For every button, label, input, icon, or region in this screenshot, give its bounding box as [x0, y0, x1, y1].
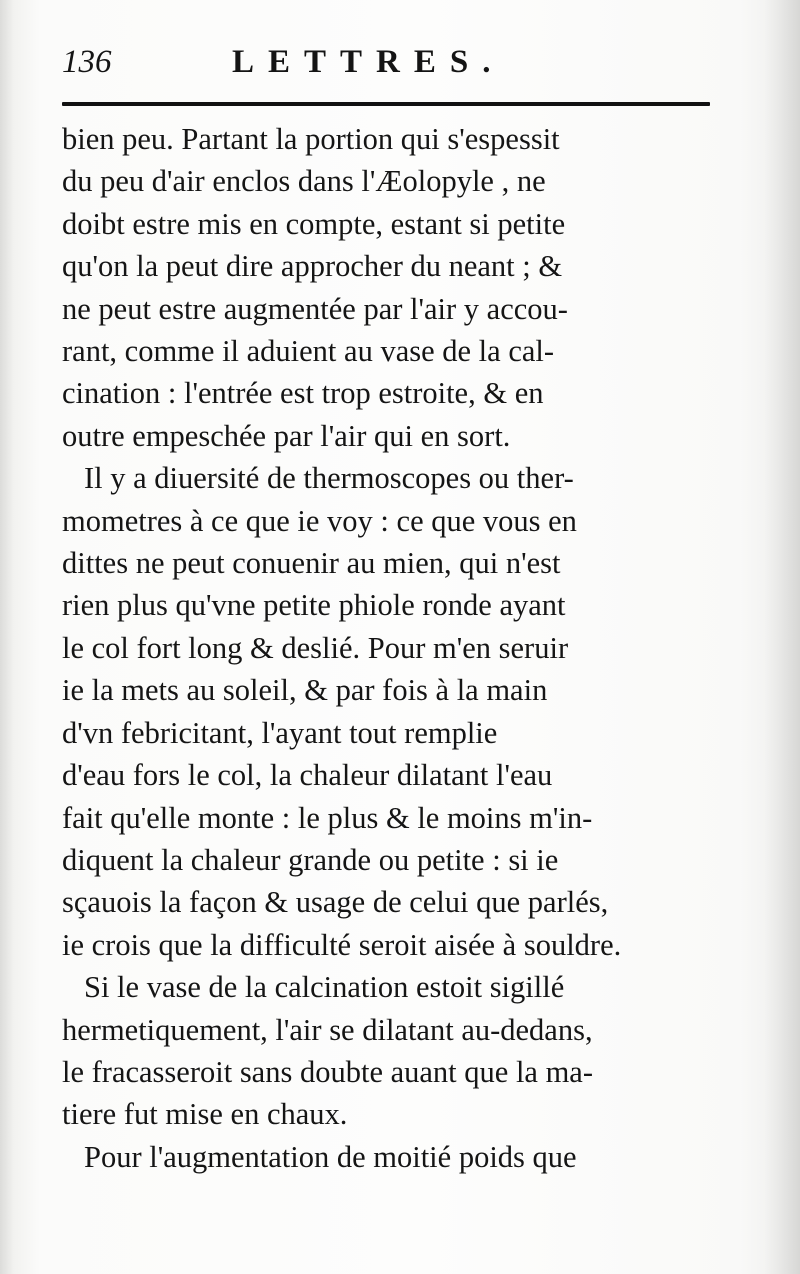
text-line: sçauois la façon & usage de celui que parlés,: [62, 885, 609, 920]
paragraph-start-line: Si le vase de la calcination estoit sigillé: [84, 970, 565, 1005]
page-header: [62, 38, 710, 98]
text-line: rant, comme il aduient au vase de la cal-: [62, 334, 555, 369]
text-line: mometres à ce que ie voy : ce que vous en: [62, 503, 577, 538]
body-text: [62, 118, 712, 1178]
text-line: d'eau fors le col, la chaleur dilatant l'eau: [62, 758, 553, 793]
text-line: ie crois que la difficulté seroit aisée à souldre.: [62, 927, 622, 962]
text-line: ie la mets au soleil, & par fois à la main: [62, 673, 548, 708]
paragraph-start-line: Pour l'augmentation de moitié poids que: [84, 1139, 577, 1174]
page-number: 136: [62, 44, 112, 80]
text-line: ne peut estre augmentée par l'air y accou-: [62, 291, 568, 326]
text-line: hermetiquement, l'air se dilatant au-dedans,: [62, 1012, 593, 1047]
text-line: du peu d'air enclos dans l'Æolopyle , ne: [62, 164, 546, 199]
text-line: outre empeschée par l'air qui en sort.: [62, 418, 511, 453]
text-line: d'vn febricitant, l'ayant tout remplie: [62, 715, 498, 750]
paragraph-start-line: Il y a diuersité de thermoscopes ou ther-: [84, 461, 574, 496]
text-line: le col fort long & deslié. Pour m'en seruir: [62, 630, 569, 665]
text-line: le fracasseroit sans doubte auant que la ma-: [62, 1054, 593, 1089]
text-line: dittes ne peut conuenir au mien, qui n'est: [62, 546, 561, 581]
text-line: rien plus qu'vne petite phiole ronde ayant: [62, 588, 566, 623]
page-edge-shadow: [764, 0, 800, 1274]
text-line: diquent la chaleur grande ou petite : si ie: [62, 842, 559, 877]
header-rule: [62, 102, 710, 106]
text-line: qu'on la peut dire approcher du neant ; &: [62, 249, 563, 284]
text-line: doibt estre mis en compte, estant si petite: [62, 206, 566, 241]
running-title: LETTRES.: [232, 44, 505, 80]
text-line: cination : l'entrée est trop estroite, & en: [62, 376, 544, 411]
text-line: tiere fut mise en chaux.: [62, 1097, 348, 1132]
text-line: bien peu. Partant la portion qui s'espessit: [62, 122, 560, 156]
text-line: fait qu'elle monte : le plus & le moins m'in-: [62, 800, 593, 835]
